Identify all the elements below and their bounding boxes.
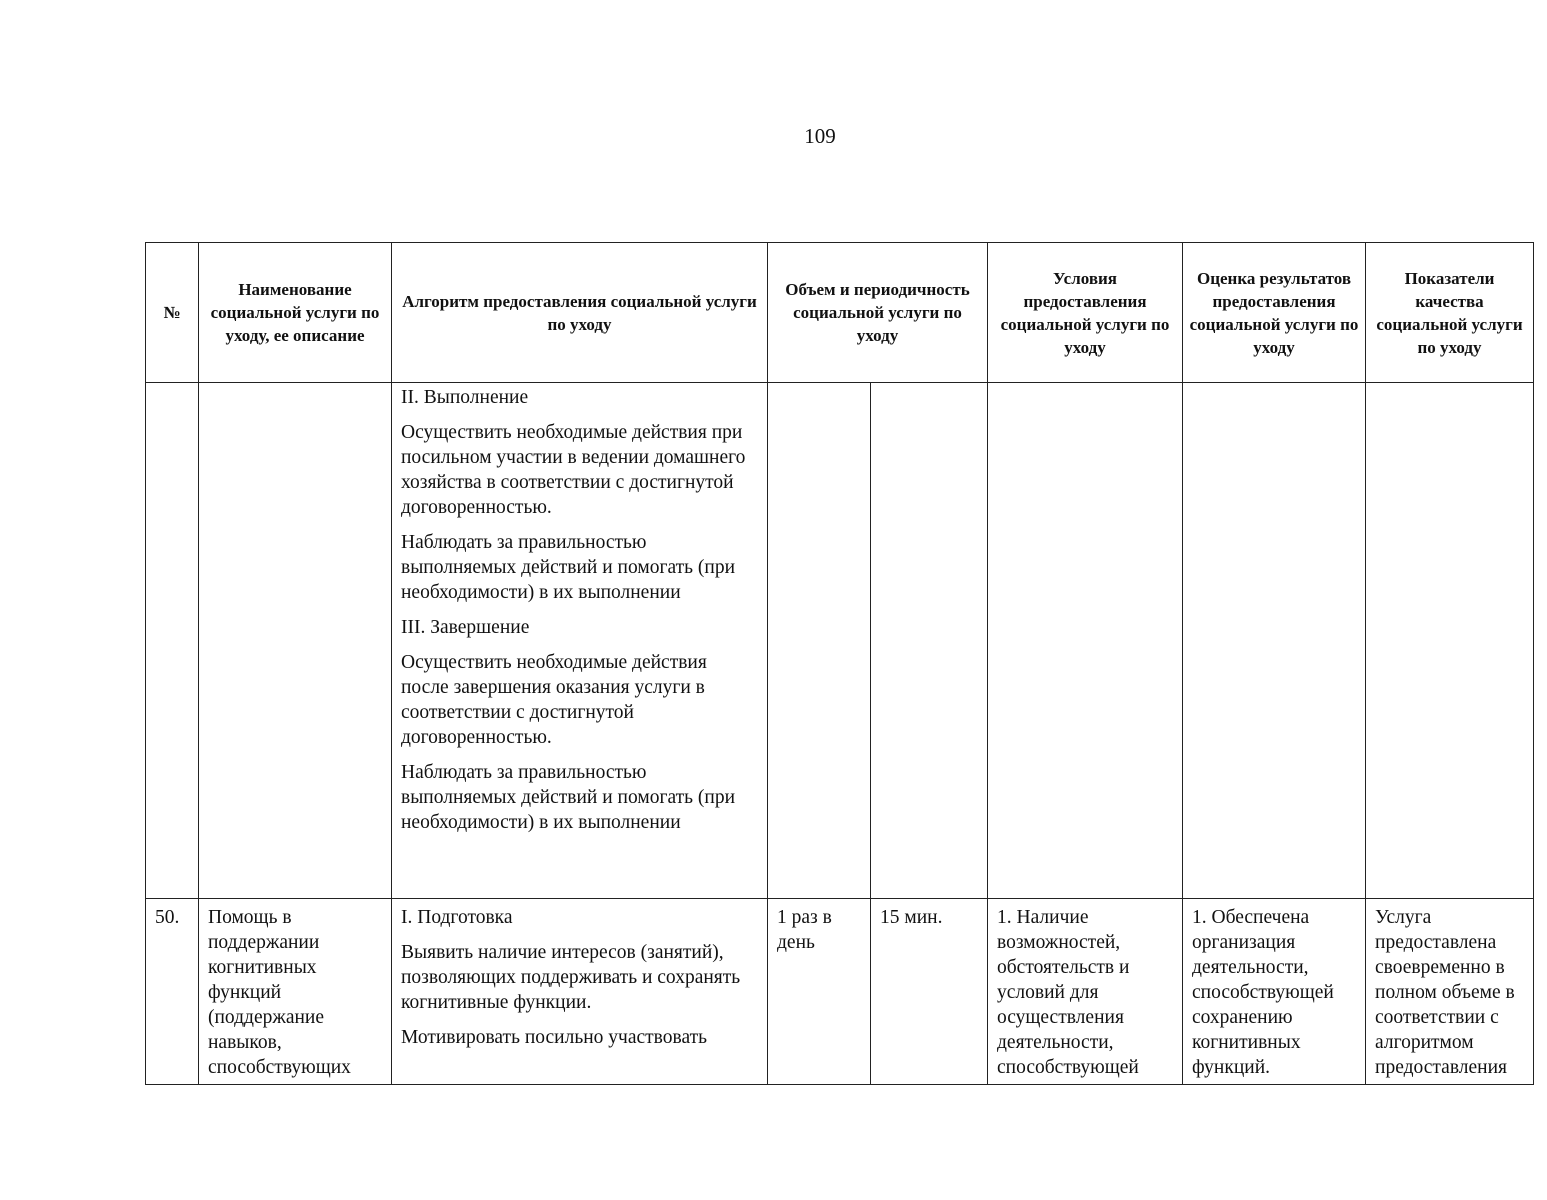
header-volume: Объем и периодичность социальной услуги по уходу <box>768 243 988 383</box>
header-conditions: Условия предоставления социальной услуги по уходу <box>988 243 1183 383</box>
algorithm-step: Мотивировать посильно участвовать <box>401 1027 708 1048</box>
algorithm-step: I. Подготовка <box>401 907 513 928</box>
algorithm-step: Выявить наличие интересов (занятий), позволяющих поддерживать и сохранять когнитивные функции. <box>401 942 741 1013</box>
row1-conditions <box>988 383 1183 899</box>
header-num: № <box>146 243 199 383</box>
row2-evaluation: 1. Обеспечена организация деятельности, способствующей сохранению когнитивных функций. <box>1183 899 1366 1085</box>
row1-name <box>199 383 392 899</box>
row1-quality <box>1366 383 1534 899</box>
row1-frequency <box>768 383 871 899</box>
header-algorithm: Алгоритм предоставления социальной услуги по уходу <box>392 243 768 383</box>
row1-duration <box>871 383 988 899</box>
algorithm-step: II. Выполнение <box>401 387 529 408</box>
row2-frequency: 1 раз в день <box>768 899 871 1085</box>
row2-algorithm <box>392 899 768 1085</box>
table-row <box>146 383 1534 899</box>
row1-algorithm <box>392 383 768 899</box>
row2-quality: Услуга предоставлена своевременно в полном объеме в соответствии с алгоритмом предоставления <box>1366 899 1534 1085</box>
row2-name: Помощь в поддержании когнитивных функций (поддержание навыков, способствующих <box>199 899 392 1085</box>
header-name: Наименование социальной услуги по уходу, ее описание <box>199 243 392 383</box>
page-number: 109 <box>804 124 836 148</box>
header-evaluation: Оценка результатов предоставления социальной услуги по уходу <box>1183 243 1366 383</box>
row2-duration: 15 мин. <box>871 899 988 1085</box>
algorithm-step: Осуществить необходимые действия после завершения оказания услуги в соответствии с достигнутой договоренностью. <box>401 652 707 748</box>
algorithm-step: Осуществить необходимые действия при посильном участии в ведении домашнего хозяйства в соответствии с достигнутой договоренностью. <box>401 422 746 518</box>
algorithm-step: Наблюдать за правильностью выполняемых действий и помогать (при необходимости) в их выполнении <box>401 762 736 833</box>
table-header-row <box>146 243 1534 383</box>
algorithm-step: III. Завершение <box>401 617 530 638</box>
services-table <box>145 242 1534 1085</box>
row2-num: 50. <box>146 899 199 1085</box>
table-row <box>146 899 1534 1085</box>
row1-num <box>146 383 199 899</box>
algorithm-step: Наблюдать за правильностью выполняемых действий и помогать (при необходимости) в их выполнении <box>401 532 736 603</box>
row2-conditions: 1. Наличие возможностей, обстоятельств и условий для осуществления деятельности, способствующей <box>988 899 1183 1085</box>
header-quality: Показатели качества социальной услуги по уходу <box>1366 243 1534 383</box>
row1-evaluation <box>1183 383 1366 899</box>
